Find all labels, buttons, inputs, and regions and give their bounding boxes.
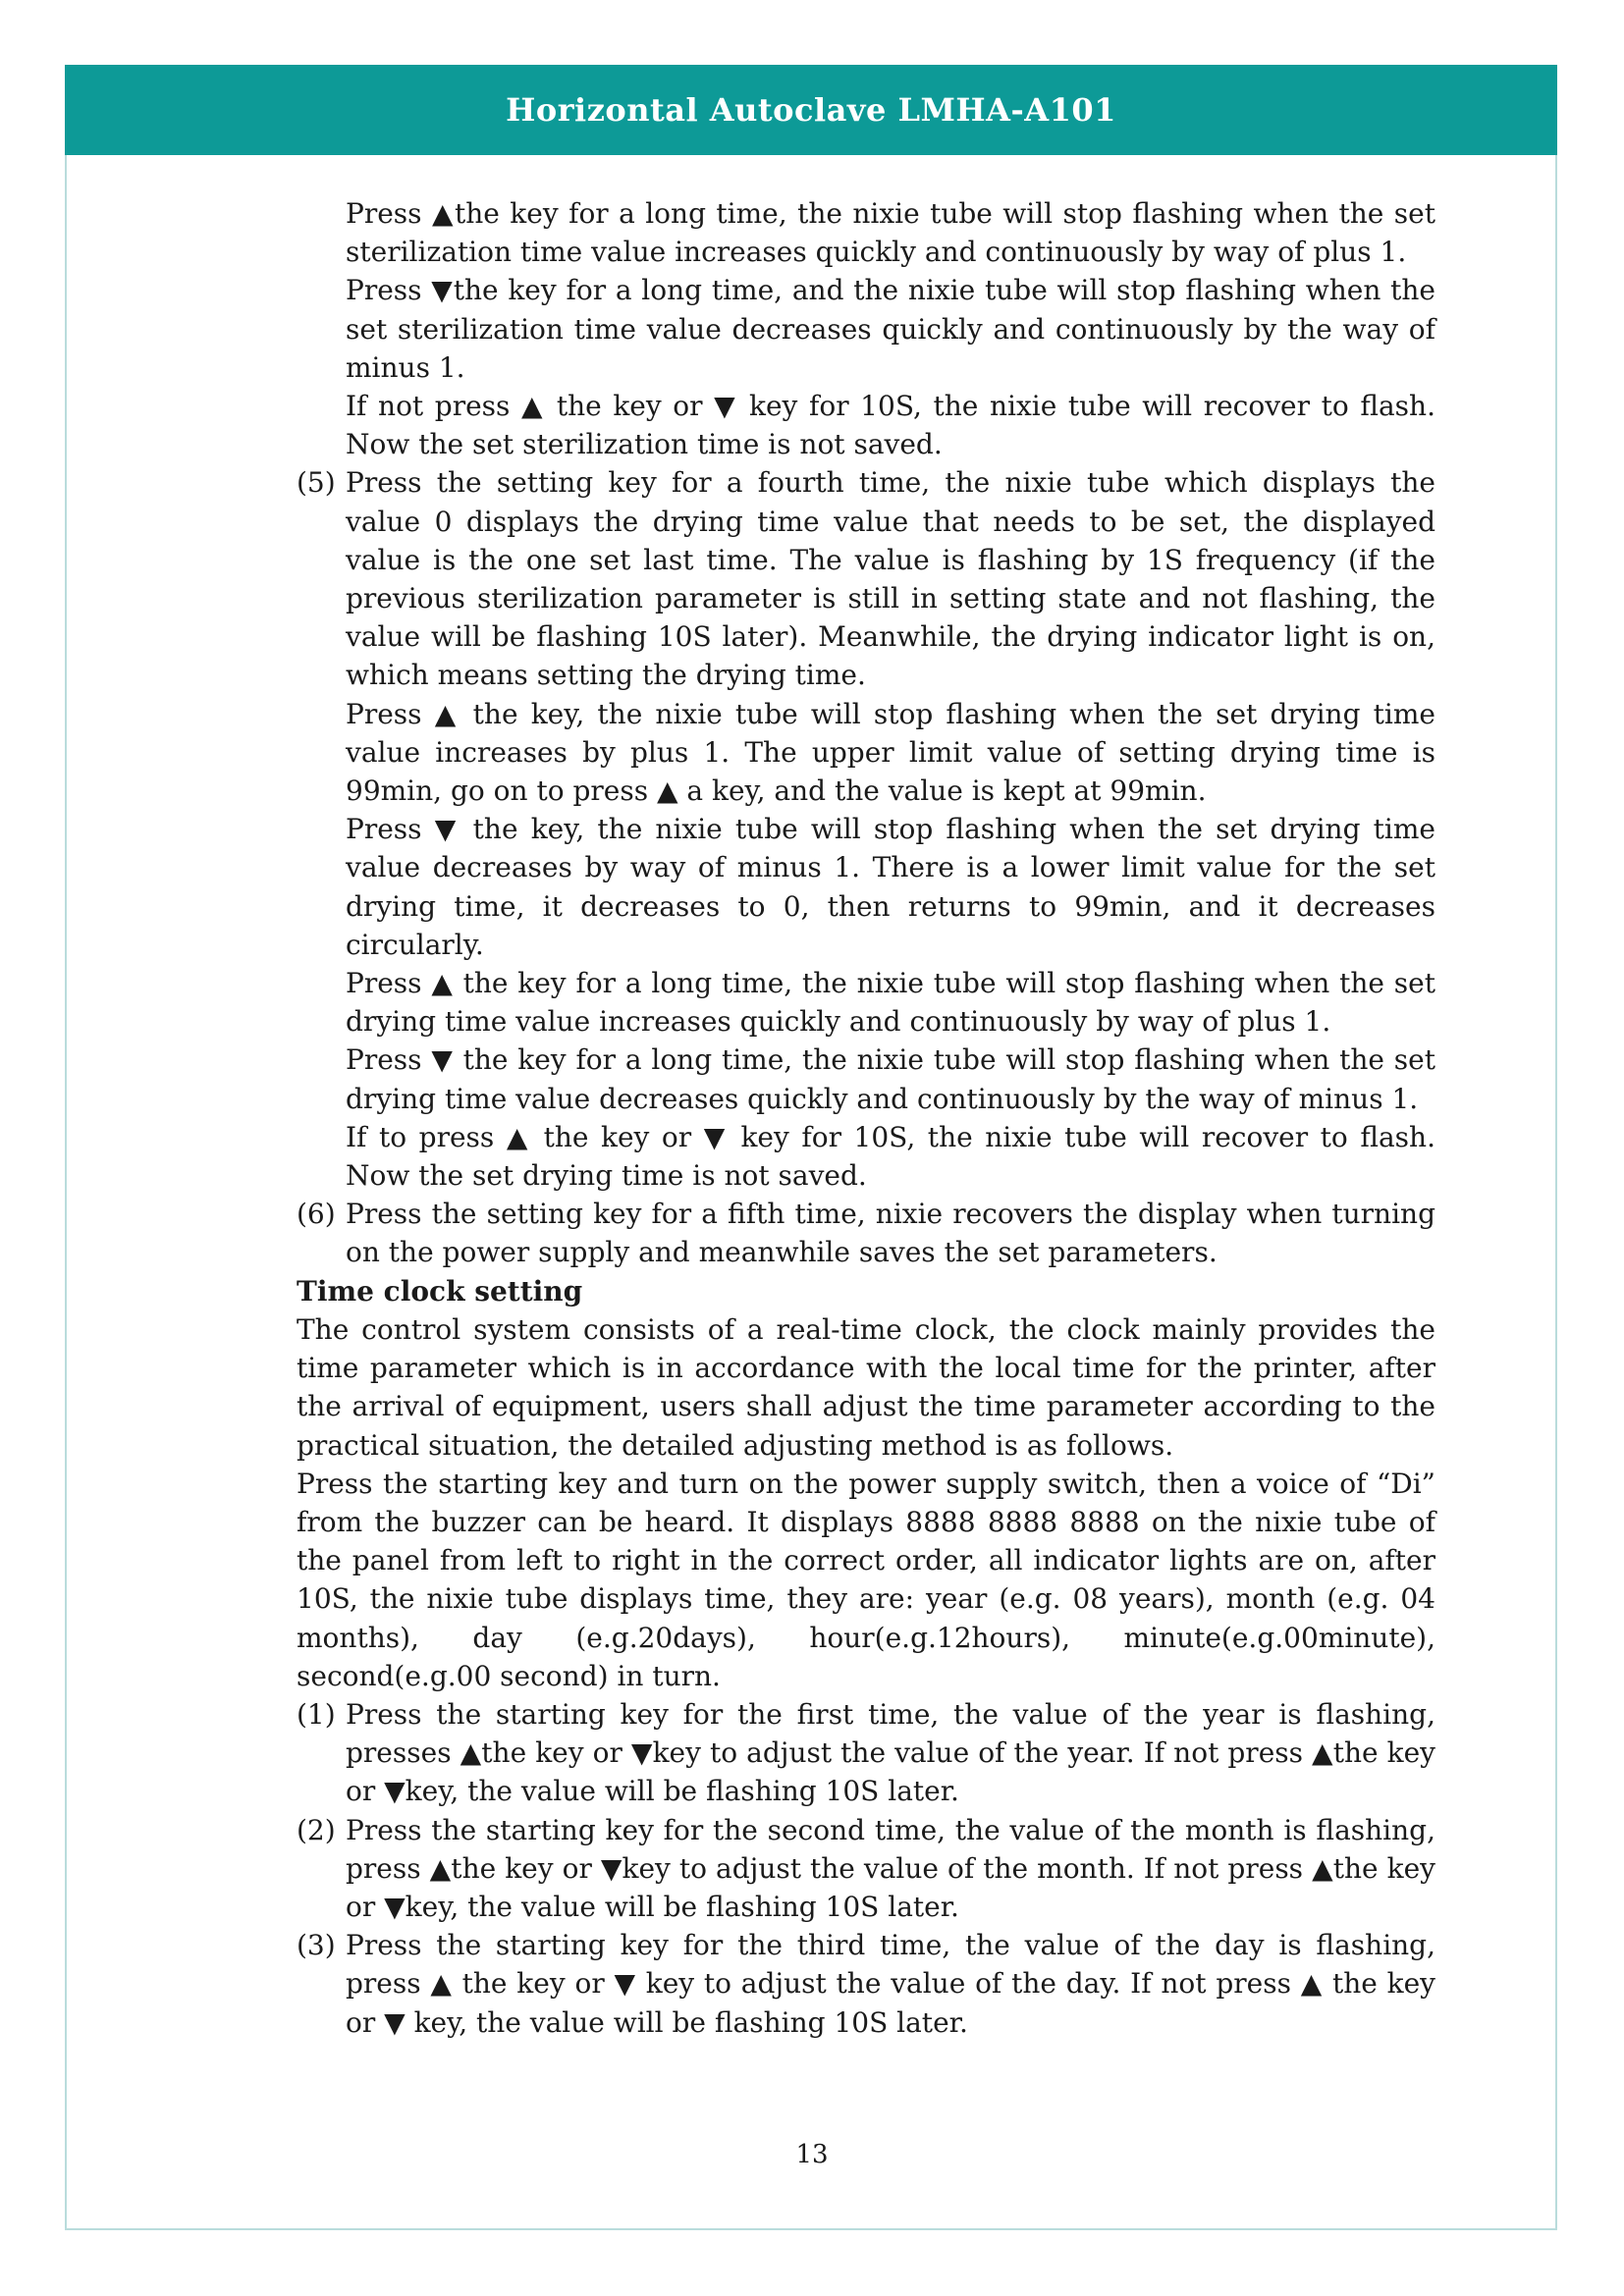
- numbered-step-2: [297, 1811, 1435, 1927]
- paragraph: Press ▲ the key for a long time, the nixie tube will stop flashing when the set drying time value increases quickly and continuously by way of plus 1.: [346, 967, 1435, 1039]
- item-number: (1): [297, 1697, 336, 1731]
- item-number: (5): [297, 466, 336, 500]
- item-text: Press the setting key for a fifth time, nixie recovers the display when turning on the power supply and meanwhile saves the set parameters.: [346, 1198, 1435, 1269]
- header-bar: [65, 65, 1557, 155]
- paragraph: If to press ▲ the key or ▼ key for 10S, the nixie tube will recover to flash. Now the set drying time is not saved.: [346, 1120, 1435, 1193]
- item-text: Press the starting key for the second time, the value of the month is flashing, press ▲the key or ▼key to adjust the value of the month. If not press ▲the key or ▼key, the value will be flashing 10S later.: [346, 1813, 1435, 1923]
- item-text: Press the setting key for a fourth time, the nixie tube which displays the value 0 displays the drying time value that needs to be set, the displayed value is the one set last time. The value is flashing by 1S frequency (if the previous sterilization parameter is still in setting state and not flashing, the value will be flashing 10S later). Meanwhile, the drying indicator light is on, which means setting the drying time.: [346, 466, 1435, 692]
- paragraph: Press the starting key and turn on the power supply switch, then a voice of “Di” from the buzzer can be heard. It displays 8888 8888 8888 on the nixie tube of the panel from left to right in the correct order, all indicator lights are on, after 10S, the nixie tube displays time, they are: year (e.g. 08 years), month (e.g. 04 months), day (e.g.20days), hour(e.g.12hours), minute(e.g.00minute), second(e.g.00 second) in turn.: [297, 1467, 1435, 1692]
- item-number: (3): [297, 1929, 336, 1962]
- numbered-item-5: [297, 463, 1435, 694]
- item-number: (6): [297, 1198, 336, 1231]
- paragraph: Press ▼ the key for a long time, the nixie tube will stop flashing when the set drying time value decreases quickly and continuously by the way of minus 1.: [346, 1043, 1435, 1115]
- numbered-step-3: [297, 1926, 1435, 2042]
- paragraph: Press ▲ the key, the nixie tube will stop flashing when the set drying time value increases by plus 1. The upper limit value of setting drying time is 99min, go on to press ▲ a key, and the value is kept at 99min.: [346, 697, 1435, 808]
- numbered-step-1: [297, 1695, 1435, 1811]
- numbered-item-6: [297, 1195, 1435, 1271]
- item-text: Press the starting key for the third time, the value of the day is flashing, press ▲ the key or ▼ key to adjust the value of the day. If not press ▲ the key or ▼ key, the value will be flashing 10S later.: [346, 1929, 1435, 2039]
- section-heading: Time clock setting: [297, 1274, 583, 1308]
- paragraph: Press ▲the key for a long time, the nixie tube will stop flashing when the set sterilization time value increases quickly and continuously by way of plus 1.: [346, 197, 1435, 269]
- paragraph: Press ▼the key for a long time, and the nixie tube will stop flashing when the set sterilization time value decreases quickly and continuously by the way of minus 1.: [346, 274, 1435, 384]
- document-title: Horizontal Autoclave LMHA-A101: [506, 91, 1116, 129]
- document-body: [297, 194, 1435, 2042]
- item-number: (2): [297, 1813, 336, 1846]
- page-number: 13: [795, 2140, 829, 2169]
- paragraph: If not press ▲ the key or ▼ key for 10S, the nixie tube will recover to flash. Now the set sterilization time is not saved.: [346, 390, 1435, 461]
- paragraph: Press ▼ the key, the nixie tube will stop flashing when the set drying time value decreases by way of minus 1. There is a lower limit value for the set drying time, it decreases to 0, then returns to 99min, and it decreases circularly.: [346, 813, 1435, 961]
- item-text: Press the starting key for the first time, the value of the year is flashing, presses ▲the key or ▼key to adjust the value of the year. If not press ▲the key or ▼key, the value will be flashing 10S later.: [346, 1697, 1435, 1808]
- paragraph: The control system consists of a real-time clock, the clock mainly provides the time parameter which is in accordance with the local time for the printer, after the arrival of equipment, users shall adjust the time parameter according to the practical situation, the detailed adjusting method is as follows.: [297, 1312, 1435, 1462]
